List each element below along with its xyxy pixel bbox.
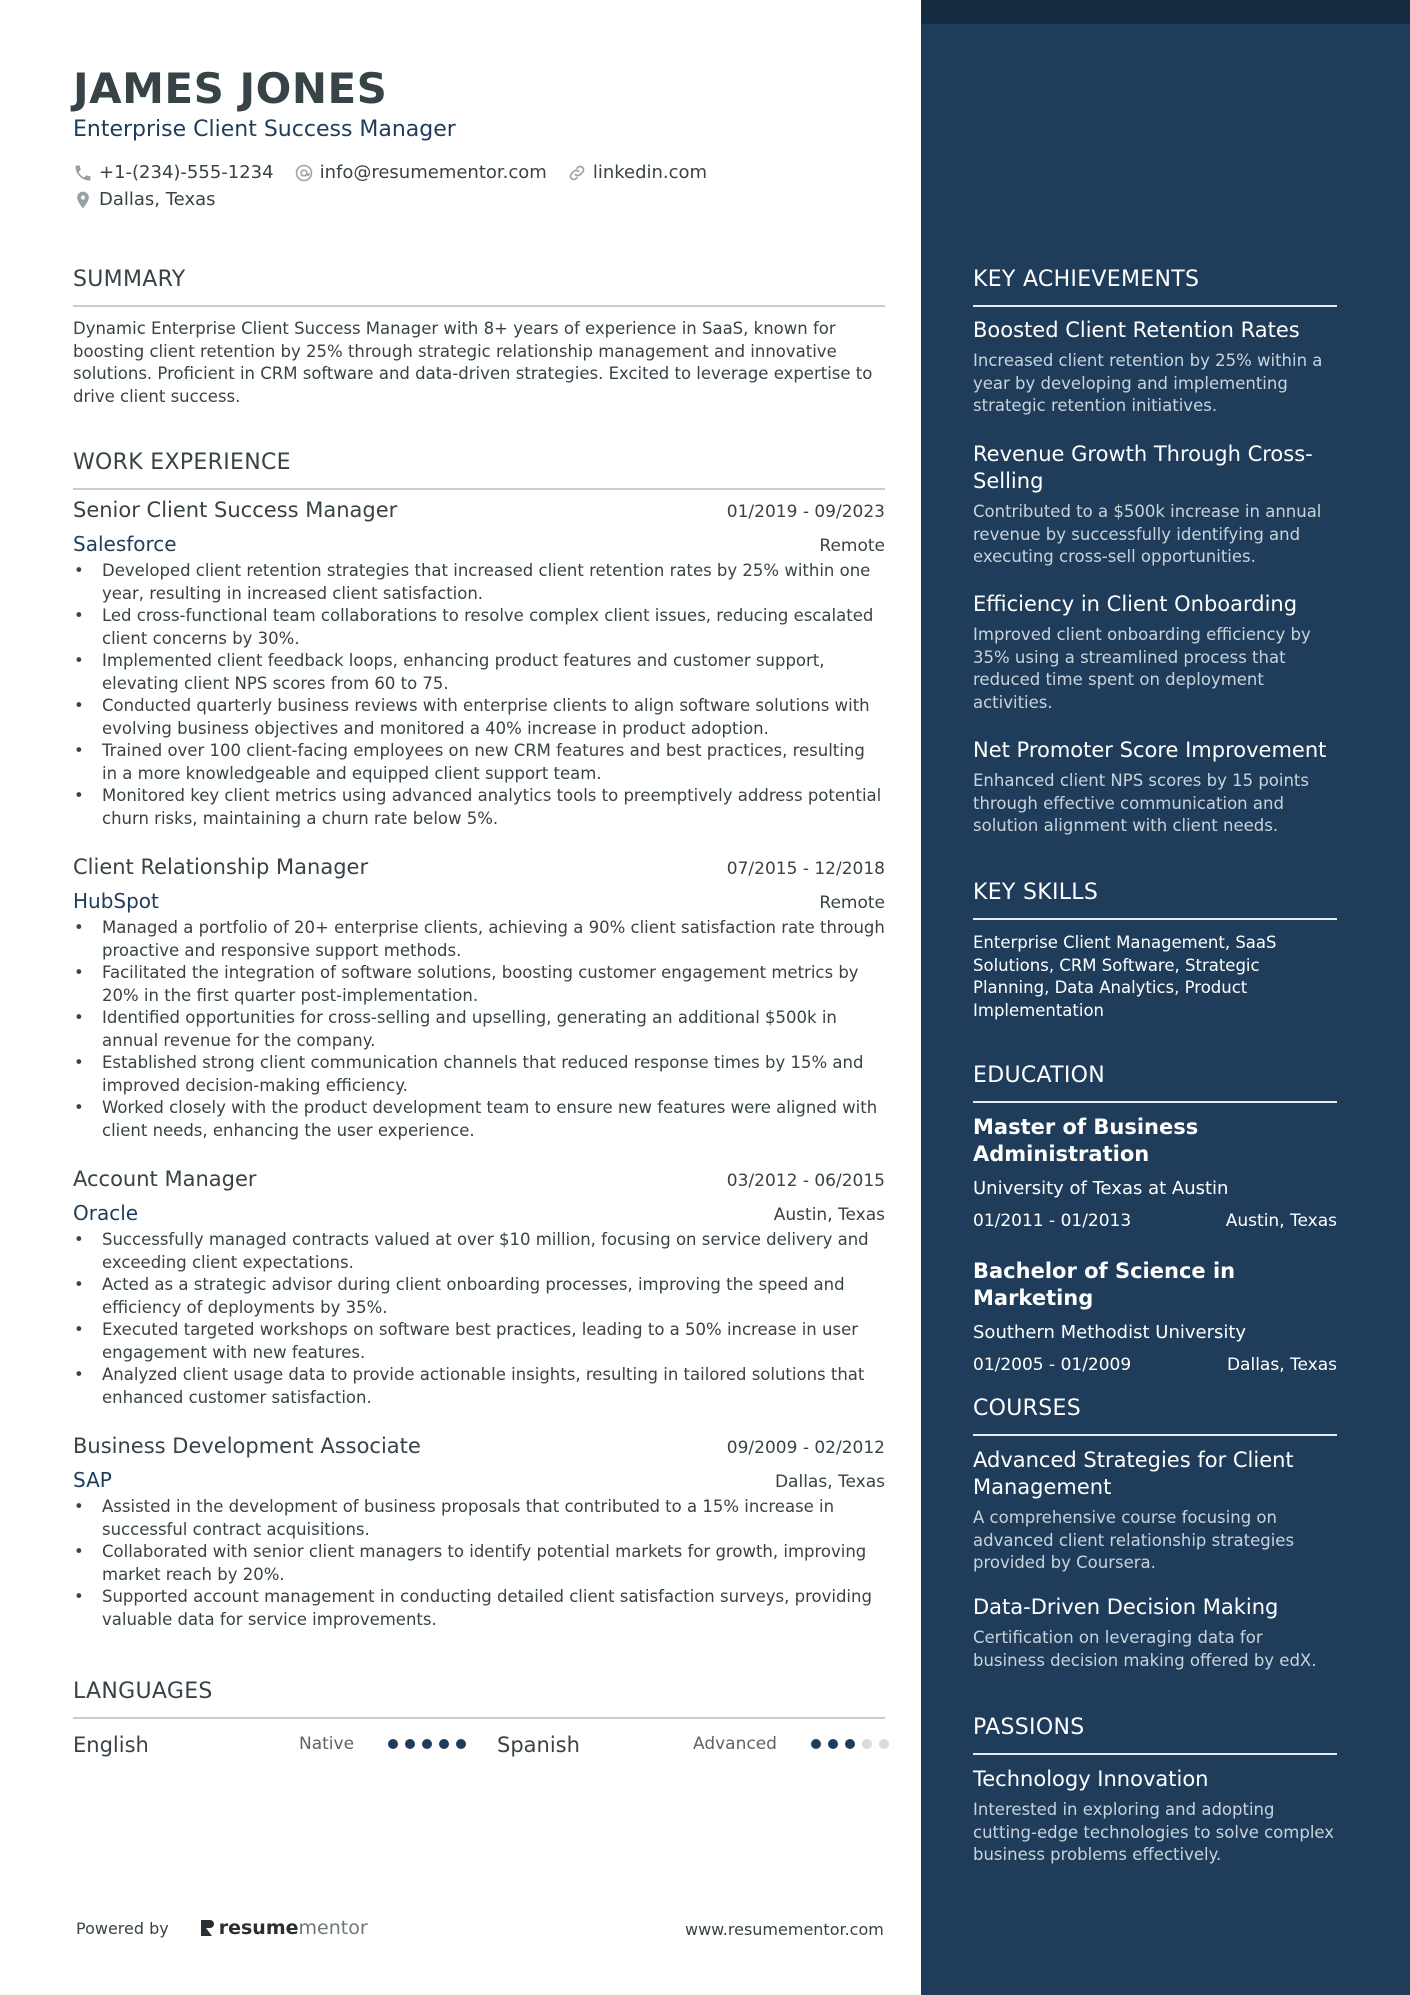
- language-level: Advanced: [693, 1734, 777, 1754]
- bullet-item: • Supported account management in conducting detailed client satisfaction surveys, providing valuable data for service improvements.: [73, 1586, 885, 1631]
- course-title: Advanced Strategies for Client Management: [973, 1448, 1294, 1499]
- achievements-heading: KEY ACHIEVEMENTS: [973, 267, 1200, 292]
- contact-email[interactable]: [294, 162, 547, 183]
- achievement-item: [973, 317, 1337, 418]
- job-entry: [73, 1167, 885, 1409]
- languages-divider: [73, 1717, 885, 1719]
- bullet-item: • Monitored key client metrics using advanced analytics tools to preemptively address potential churn risks, maintaining a churn rate below 5%.: [73, 785, 885, 830]
- logo-text-bold: resume: [218, 1917, 299, 1939]
- achievement-item: [973, 737, 1337, 838]
- job-dates: 03/2012 - 06/2015: [726, 1171, 885, 1191]
- contact-row-location: [73, 189, 236, 210]
- job-dates: 01/2019 - 09/2023: [726, 502, 885, 522]
- job-location: Dallas, Texas: [774, 1472, 885, 1492]
- rating-dot-filled: [845, 1739, 855, 1749]
- language-spanish: [497, 1730, 580, 1760]
- language-english: [73, 1730, 149, 1760]
- contact-phone[interactable]: [73, 162, 274, 183]
- link-icon: [567, 163, 587, 183]
- bullet-item: • Acted as a strategic advisor during client onboarding processes, improving the speed and efficiency of deployments by 35%.: [73, 1274, 885, 1319]
- achievements-divider: [973, 305, 1337, 307]
- job-bullets: [73, 560, 885, 830]
- bullet-item: • Analyzed client usage data to provide actionable insights, resulting in tailored solutions that enhanced customer satisfaction.: [73, 1364, 885, 1409]
- achievement-text: Contributed to a $500k increase in annual revenue by successfully identifying and executing cross-sell opportunities.: [973, 502, 1322, 566]
- education-heading: EDUCATION: [973, 1063, 1106, 1088]
- job-location: Remote: [819, 893, 885, 913]
- rating-dot-filled: [456, 1739, 466, 1749]
- contact-linkedin[interactable]: [567, 162, 707, 183]
- job-bullets: [73, 1229, 885, 1409]
- candidate-name: JAMES JONES: [73, 64, 388, 113]
- job-bullets: [73, 917, 885, 1142]
- bullet-item: • Established strong client communication channels that reduced response times by 15% and improved decision-making efficiency.: [73, 1052, 885, 1097]
- language-rating: [388, 1739, 473, 1749]
- bullet-item: • Worked closely with the product development team to ensure new features were aligned with client needs, enhancing the user experience.: [73, 1097, 885, 1142]
- bullet-item: • Identified opportunities for cross-selling and upselling, generating an additional $500k in annual revenue for the company.: [73, 1007, 885, 1052]
- footer-branding: [76, 1917, 368, 1939]
- education-location: Dallas, Texas: [1226, 1355, 1337, 1375]
- achievement-text: Improved client onboarding efficiency by 35% using a streamlined process that reduced time spent on deployment activities.: [973, 625, 1311, 712]
- footer-website[interactable]: www.resumementor.com: [685, 1920, 884, 1939]
- job-company: SAP: [73, 1468, 112, 1492]
- contact-row: [73, 162, 727, 183]
- sidebar: [921, 0, 1410, 1995]
- summary-heading: SUMMARY: [73, 267, 186, 292]
- job-role: Client Relationship Manager: [73, 855, 369, 879]
- bullet-item: • Collaborated with senior client managers to identify potential markets for growth, improving market reach by 20%.: [73, 1541, 885, 1586]
- phone-text: +1-(234)-555-1234: [99, 162, 274, 183]
- bullet-item: • Implemented client feedback loops, enhancing product features and customer support, elevating client NPS scores from 60 to 75.: [73, 650, 885, 695]
- powered-by-label: Powered by: [76, 1918, 169, 1938]
- job-role: Business Development Associate: [73, 1434, 421, 1458]
- bullet-item: • Conducted quarterly business reviews with enterprise clients to align software solutions with evolving business objectives and monitored a 40% increase in product adoption.: [73, 695, 885, 740]
- rating-dot-filled: [388, 1739, 398, 1749]
- skills-divider: [973, 918, 1337, 920]
- bullet-item: • Trained over 100 client-facing employees on new CRM features and best practices, resulting in a more knowledgeable and equipped client support team.: [73, 740, 885, 785]
- course-item: [973, 1447, 1337, 1575]
- job-company: Oracle: [73, 1201, 139, 1225]
- course-text: A comprehensive course focusing on advanced client relationship strategies provided by Coursera.: [973, 1508, 1295, 1572]
- education-location: Austin, Texas: [1225, 1211, 1337, 1231]
- experience-heading: WORK EXPERIENCE: [73, 450, 291, 475]
- rating-dot-filled: [828, 1739, 838, 1749]
- passion-text: Interested in exploring and adopting cutting-edge technologies to solve complex business problems effectively.: [973, 1800, 1335, 1864]
- rating-dot-filled: [811, 1739, 821, 1749]
- achievement-text: Enhanced client NPS scores by 15 points through effective communication and solution alignment with client needs.: [973, 771, 1310, 835]
- logo-text-light: mentor: [298, 1917, 368, 1939]
- passion-item: [973, 1766, 1337, 1867]
- education-dates: 01/2011 - 01/2013: [973, 1211, 1132, 1231]
- sidebar-top-band: [921, 0, 1410, 24]
- achievement-text: Increased client retention by 25% within a year by developing and implementing strategic retention initiatives.: [973, 351, 1323, 415]
- job-entry: [73, 498, 885, 830]
- job-dates: 09/2009 - 02/2012: [726, 1438, 885, 1458]
- job-entry: [73, 855, 885, 1142]
- achievement-title: Efficiency in Client Onboarding: [973, 592, 1298, 616]
- achievement-title: Revenue Growth Through Cross-Selling: [973, 442, 1313, 493]
- rating-dot-filled: [422, 1739, 432, 1749]
- summary-divider: [73, 305, 885, 307]
- language-level: Native: [299, 1734, 355, 1754]
- achievement-item: [973, 441, 1337, 569]
- achievement-item: [973, 591, 1337, 714]
- resumementor-logo-icon: [199, 1918, 215, 1938]
- education-item: [973, 1114, 1337, 1231]
- passions-divider: [973, 1753, 1337, 1755]
- job-role: Senior Client Success Manager: [73, 498, 398, 522]
- education-school: University of Texas at Austin: [973, 1178, 1229, 1199]
- resumementor-logo[interactable]: [199, 1917, 368, 1939]
- languages-heading: LANGUAGES: [73, 1679, 213, 1704]
- experience-divider: [73, 488, 885, 490]
- bullet-item: • Facilitated the integration of software solutions, boosting customer engagement metrics by 20% in the first quarter post-implementation.: [73, 962, 885, 1007]
- job-company: HubSpot: [73, 889, 159, 913]
- achievement-title: Boosted Client Retention Rates: [973, 318, 1300, 342]
- bullet-item: • Managed a portfolio of 20+ enterprise clients, achieving a 90% client satisfaction rate through proactive and responsive support methods.: [73, 917, 885, 962]
- summary-text: Dynamic Enterprise Client Success Manager with 8+ years of experience in SaaS, known for boosting client retention by 25% through strategic relationship management and innovative solutions. Proficient in CRM software and data-driven strategies. Excited to leverage expertise to drive client success.: [73, 319, 873, 406]
- language-name: English: [73, 1733, 149, 1757]
- contact-location: [73, 189, 216, 210]
- job-bullets: [73, 1496, 885, 1631]
- language-rating: [811, 1739, 896, 1749]
- bullet-item: • Successfully managed contracts valued at over $10 million, focusing on service delivery and exceeding client expectations.: [73, 1229, 885, 1274]
- languages-row: [73, 1730, 885, 1760]
- candidate-title: Enterprise Client Success Manager: [73, 117, 456, 142]
- bullet-item: • Led cross-functional team collaborations to resolve complex client issues, reducing escalated client concerns by 30%.: [73, 605, 885, 650]
- course-item: [973, 1594, 1337, 1672]
- bullet-item: • Executed targeted workshops on software best practices, leading to a 50% increase in user engagement with new features.: [73, 1319, 885, 1364]
- bullet-item: • Assisted in the development of business proposals that contributed to a 15% increase in successful contract acquisitions.: [73, 1496, 885, 1541]
- skills-text: Enterprise Client Management, SaaS Solutions, CRM Software, Strategic Planning, Data Analytics, Product Implementation: [973, 933, 1277, 1020]
- bullet-item: • Developed client retention strategies that increased client retention rates by 25% within one year, resulting in increased client satisfaction.: [73, 560, 885, 605]
- education-divider: [973, 1101, 1337, 1103]
- course-title: Data-Driven Decision Making: [973, 1595, 1279, 1619]
- location-text: Dallas, Texas: [99, 189, 216, 210]
- linkedin-text: linkedin.com: [592, 162, 708, 183]
- job-entry: [73, 1434, 885, 1631]
- achievement-title: Net Promoter Score Improvement: [973, 738, 1327, 762]
- email-text: info@resumementor.com: [319, 162, 547, 183]
- phone-icon: [73, 163, 93, 183]
- job-location: Remote: [819, 536, 885, 556]
- location-pin-icon: [73, 190, 93, 210]
- education-degree: Bachelor of Science in Marketing: [973, 1259, 1236, 1310]
- rating-dot-empty: [879, 1739, 889, 1749]
- education-dates: 01/2005 - 01/2009: [973, 1355, 1132, 1375]
- course-text: Certification on leveraging data for business decision making offered by edX.: [973, 1628, 1317, 1670]
- rating-dot-empty: [862, 1739, 872, 1749]
- job-dates: 07/2015 - 12/2018: [726, 859, 885, 879]
- rating-dot-filled: [439, 1739, 449, 1749]
- rating-dot-filled: [405, 1739, 415, 1749]
- passion-title: Technology Innovation: [973, 1767, 1209, 1791]
- language-name: Spanish: [497, 1733, 580, 1757]
- education-school: Southern Methodist University: [973, 1322, 1247, 1343]
- courses-divider: [973, 1434, 1337, 1436]
- education-degree: Master of Business Administration: [973, 1115, 1199, 1166]
- courses-heading: COURSES: [973, 1396, 1081, 1421]
- education-item: [973, 1258, 1337, 1375]
- job-role: Account Manager: [73, 1167, 257, 1191]
- at-icon: [294, 163, 314, 183]
- passions-heading: PASSIONS: [973, 1715, 1085, 1740]
- skills-heading: KEY SKILLS: [973, 880, 1099, 905]
- job-company: Salesforce: [73, 532, 177, 556]
- job-location: Austin, Texas: [773, 1205, 885, 1225]
